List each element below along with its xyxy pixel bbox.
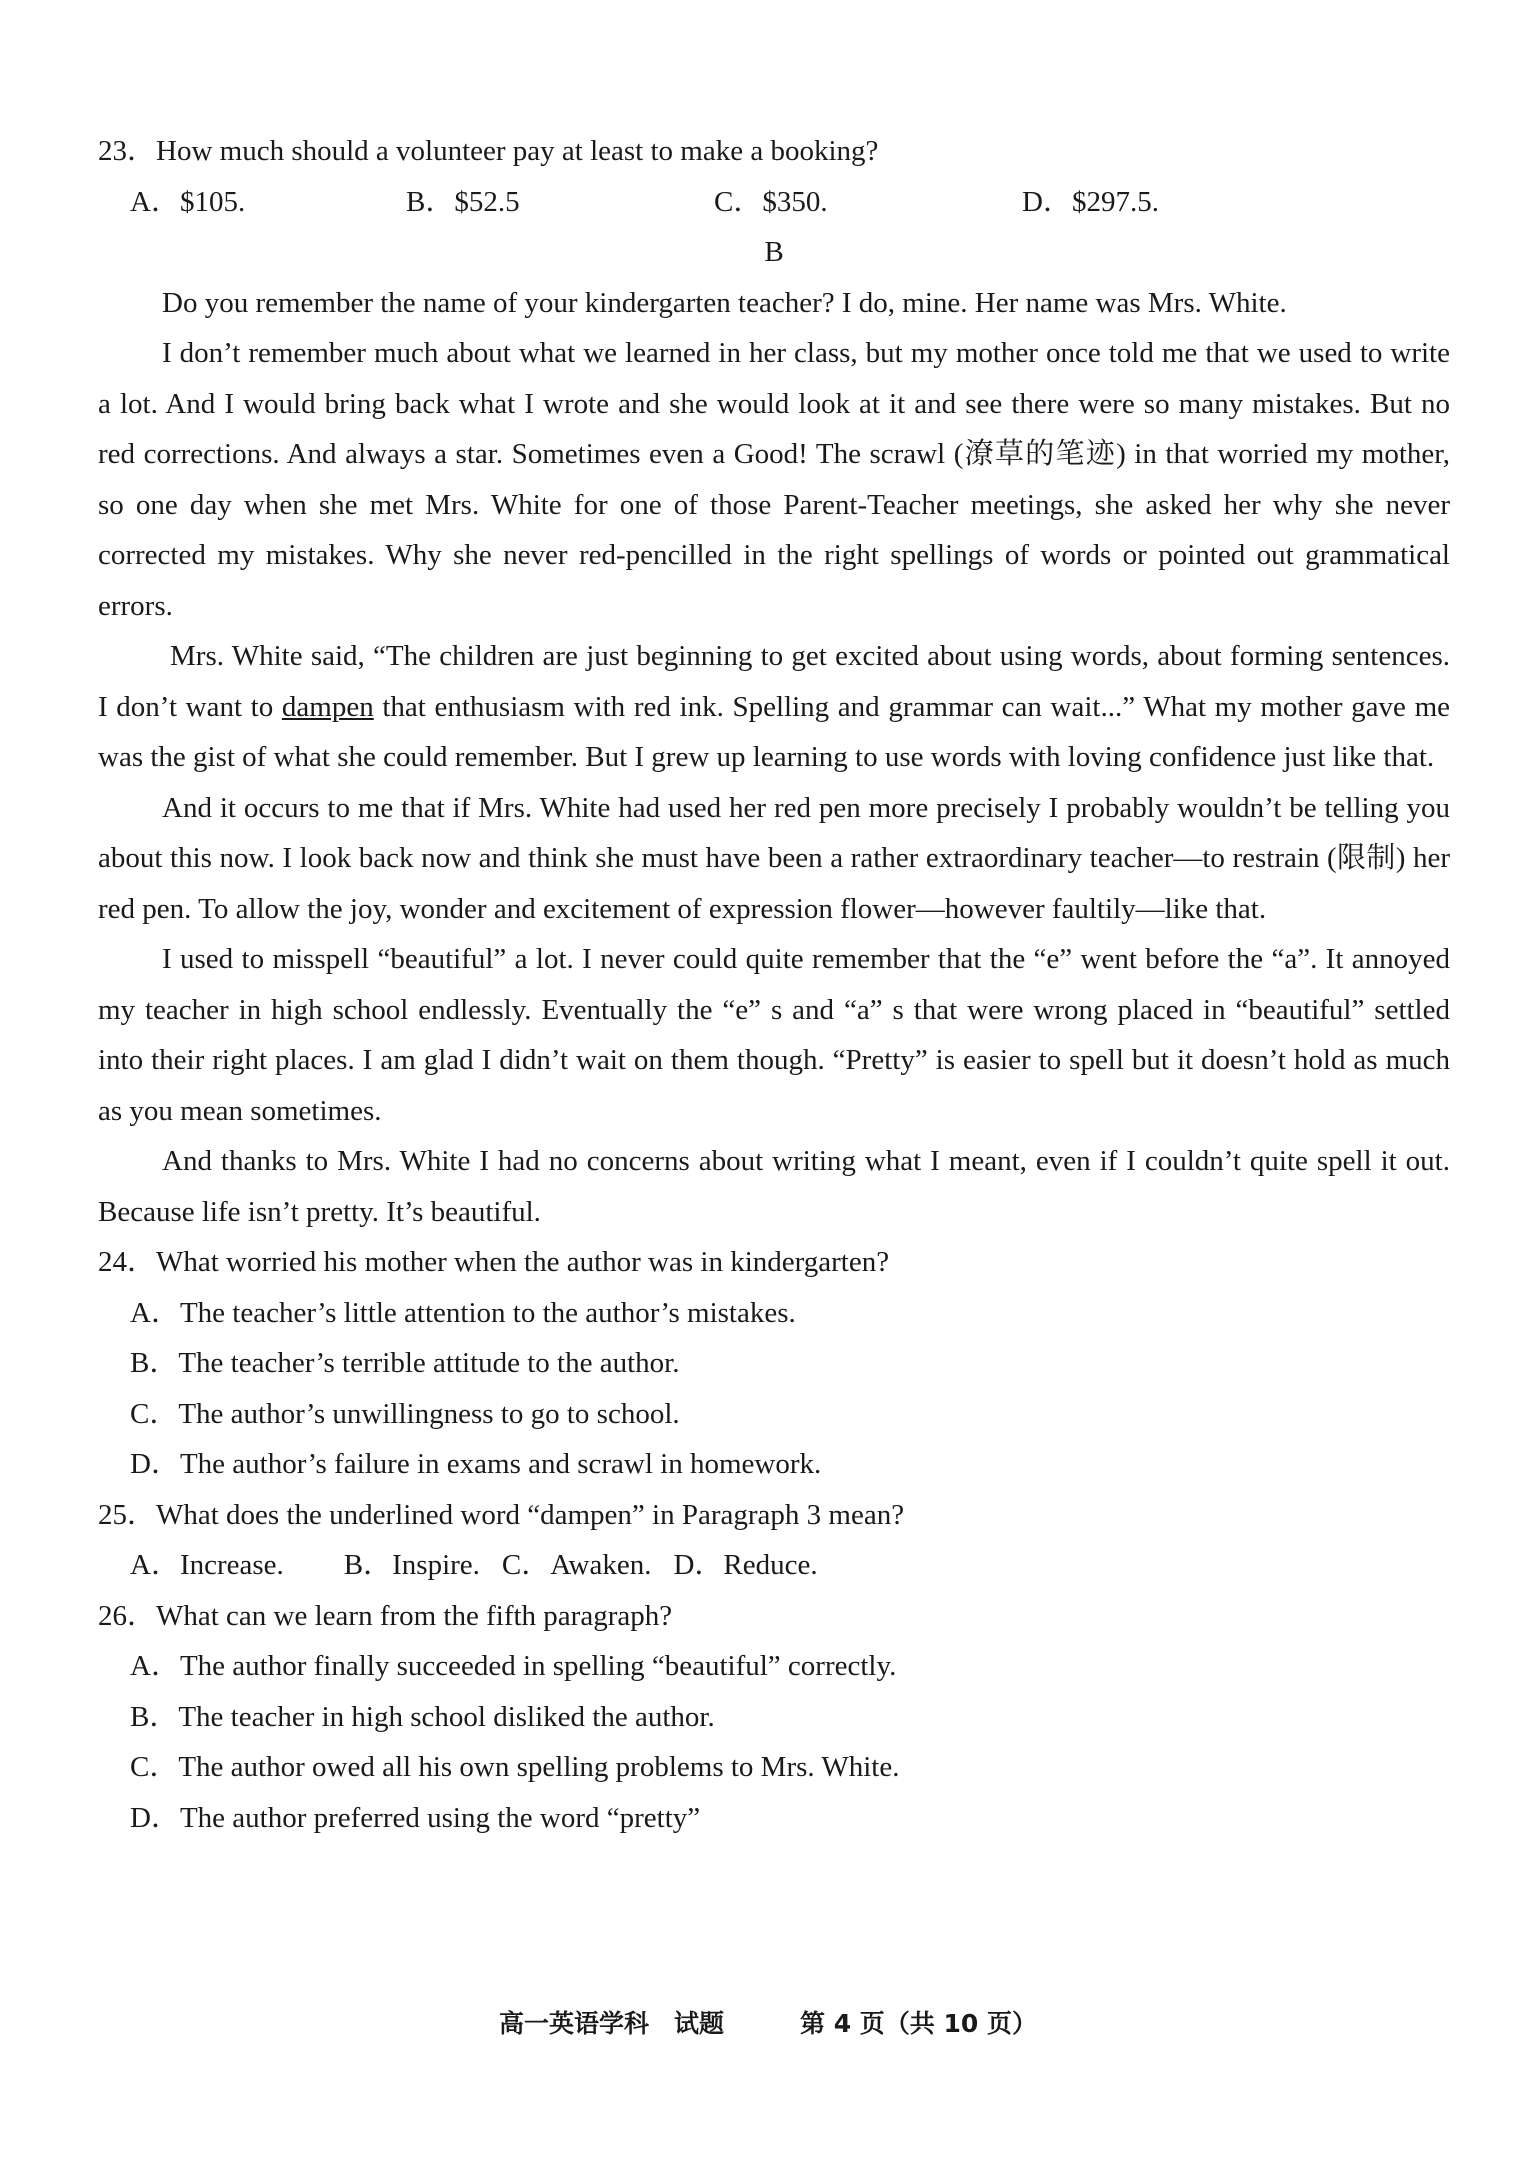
footer-subject: 高一英语学科 试题 bbox=[498, 2009, 724, 2038]
passage-paragraph-3 bbox=[98, 631, 1450, 783]
question-26-option-b: B．The teacher in high school disliked the author. bbox=[130, 1700, 715, 1733]
passage-paragraph-2: I don’t remember much about what we learned in her class, but my mother once told me that we used to write a lot. And I would bring back what I wrote and she would look at it and see there were so many mistakes. But no red corrections. And always a star. Sometimes even a Good! The scrawl (潦草的笔迹) in that worried my mother, so one day when she met Mrs. White for one of those Parent-Teacher meetings, she asked her why she never corrected my mistakes. Why she never red-pencilled in the right spellings of words or pointed out grammatical errors. bbox=[98, 337, 1450, 622]
paragraph-3-text-start: Mrs. White said, “The children are just beginning to get excited about using words, about forming sentences. I don’t want to bbox=[98, 640, 1450, 723]
question-26-option-c: C．The author owed all his own spelling problems to Mrs. White. bbox=[130, 1751, 900, 1783]
option-c: C．Awaken. bbox=[501, 1549, 652, 1581]
question-24-option-a: A．The teacher’s little attention to the author’s mistakes. bbox=[130, 1296, 796, 1329]
question-24-option-d: D．The author’s failure in exams and scrawl in homework. bbox=[130, 1448, 822, 1480]
question-24: 24．What worried his mother when the author was in kindergarten? bbox=[98, 1246, 890, 1278]
page-footer bbox=[0, 2004, 1536, 2044]
question-25-options bbox=[98, 1540, 1450, 1591]
option-c: C．$350. bbox=[714, 185, 828, 218]
question-26-option-a: A．The author finally succeeded in spelling “beautiful” correctly. bbox=[130, 1650, 897, 1682]
option-a: A．$105. bbox=[130, 185, 246, 218]
underlined-word: dampen bbox=[281, 690, 374, 723]
question-24-option-c: C．The author’s unwillingness to go to school. bbox=[130, 1397, 680, 1430]
question-23-options bbox=[98, 177, 1450, 228]
question-26: 26．What can we learn from the fifth paragraph? bbox=[98, 1599, 673, 1632]
question-26-option-d: D．The author preferred using the word “pretty” bbox=[130, 1801, 701, 1834]
question-25: 25．What does the underlined word “dampen” in Paragraph 3 mean? bbox=[98, 1498, 905, 1531]
passage-paragraph-5: I used to misspell “beautiful” a lot. I never could quite remember that the “e” went before the “a”. It annoyed my teacher in high school endlessly. Eventually the “e” s and “a” s that were wrong placed in “beautiful” settled into their right places. I am glad I didn’t wait on them though. “Pretty” is easier to spell but it doesn’t hold as much as you mean sometimes. bbox=[98, 943, 1450, 1127]
question-23: 23．How much should a volunteer pay at least to make a booking? bbox=[98, 135, 879, 167]
option-a: A．Increase. bbox=[130, 1549, 284, 1581]
option-d: D．$297.5. bbox=[1022, 185, 1159, 218]
section-label: B bbox=[764, 236, 784, 268]
passage-paragraph-4: And it occurs to me that if Mrs. White had used her red pen more precisely I probably wouldn’t be telling you about this now. I look back now and think she must have been a rather extraordinary teacher—to restrain (限制) her red pen. To allow the joy, wonder and excitement of expression flower—however faultily—like that. bbox=[98, 791, 1450, 925]
option-b: B．Inspire. bbox=[343, 1549, 480, 1581]
passage-paragraph-6: And thanks to Mrs. White I had no concerns about writing what I meant, even if I couldn’t quite spell it out. Because life isn’t pretty. It’s beautiful. bbox=[98, 1145, 1450, 1228]
footer-page-number: 第 4 页（共 10 页） bbox=[800, 2009, 1038, 2038]
option-d: D．Reduce. bbox=[673, 1549, 818, 1581]
page-content bbox=[98, 126, 1450, 1843]
option-b: B．$52.5 bbox=[406, 185, 520, 218]
question-24-option-b: B．The teacher’s terrible attitude to the author. bbox=[130, 1347, 680, 1379]
paragraph-3-text-end: that enthusiasm with red ink. Spelling and grammar can wait...” What my mother gave me was the gist of what she could remember. But I grew up learning to use words with loving confidence just like that. bbox=[98, 690, 1450, 773]
passage-paragraph-1: Do you remember the name of your kindergarten teacher? I do, mine. Her name was Mrs. White. bbox=[162, 286, 1287, 319]
